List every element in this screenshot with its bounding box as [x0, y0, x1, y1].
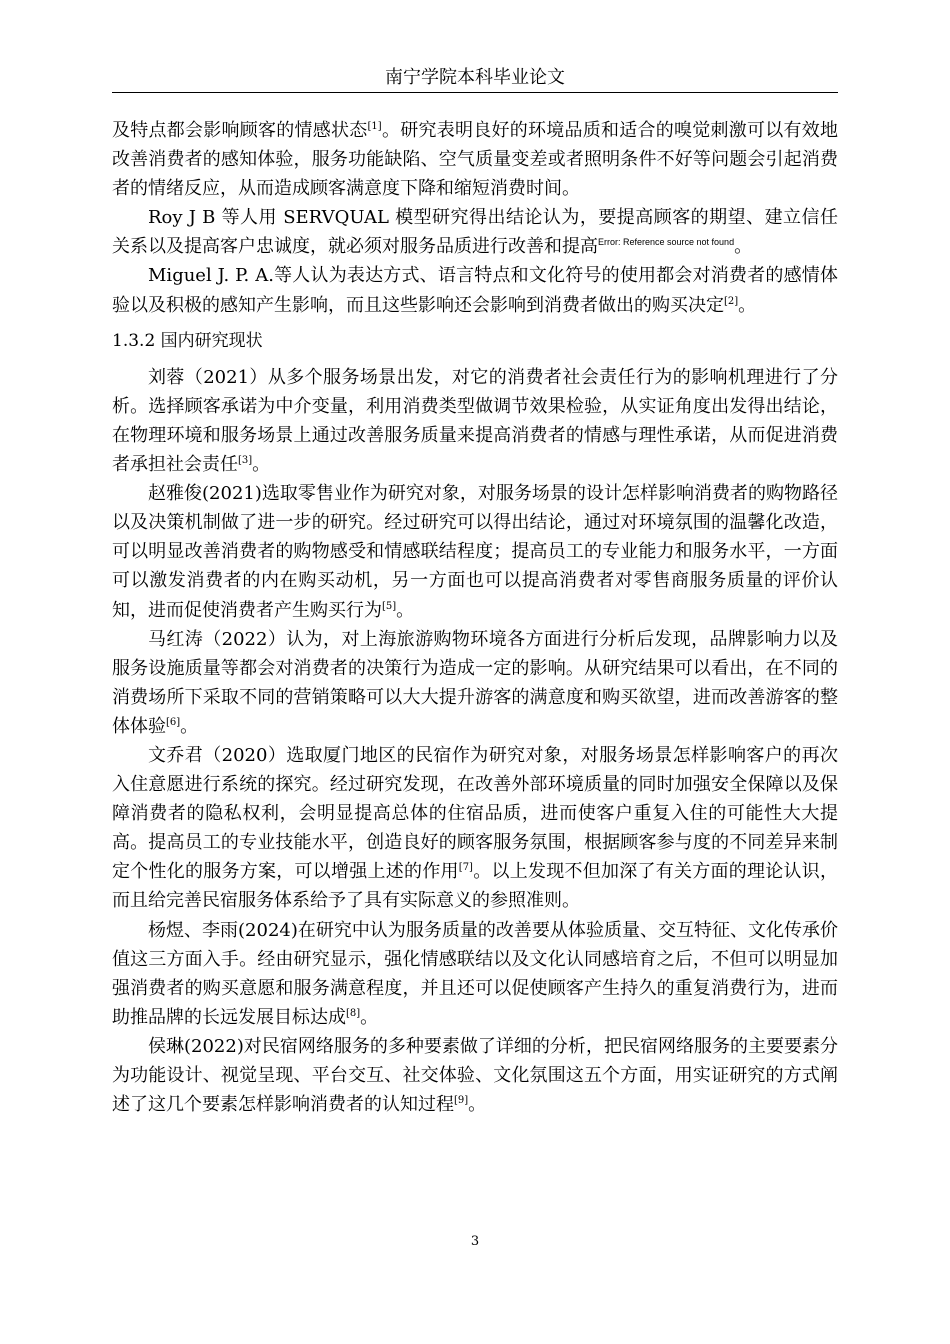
paragraph-text-tail: 。 [252, 454, 271, 476]
page-header: 南宁学院本科毕业论文 [385, 67, 565, 88]
citation: [9] [454, 1095, 469, 1107]
paragraph-text-tail: 。 [360, 1006, 379, 1028]
body-text [112, 116, 838, 1119]
paragraph-text-tail: 。研究表明良好的环境品质和适合的嗅觉刺激可以有效地改善消费者的感知体验，服务功能缺陷、空气质量变差或者照明条件不好等问题会引起消费者的情绪反应，从而造成顾客满意度下降和缩短消费时间。 [112, 120, 839, 200]
paragraph-ma [112, 625, 838, 741]
citation: [5] [382, 600, 397, 612]
paragraph-text-tail: 。 [468, 1094, 487, 1116]
citation: [2] [724, 295, 739, 307]
section-heading: 1.3.2 国内研究现状 [112, 330, 263, 351]
paragraph-continuation [112, 116, 838, 203]
paragraph-text: Roy J B 等人用 SERVQUAL 模型研究得出结论认为，要提高顾客的期望、建立信任关系以及提高客户忠诚度，就必须对服务品质进行改善和提高 [112, 207, 838, 258]
citation: [8] [346, 1007, 361, 1019]
citation: [6] [166, 716, 181, 728]
paragraph-wen [112, 741, 838, 916]
paragraph-text-tail: 。 [180, 715, 199, 737]
paragraph-text: 侯琳(2022)对民宿网络服务的多种要素做了详细的分析，把民宿网络服务的主要要素分为功能设计、视觉呈现、平台交互、社交体验、文化氛围这五个方面，用实证研究的方式阐述了这几个要素怎样影响消费者的认知过程 [112, 1035, 838, 1116]
paragraph-text: 刘蓉（2021）从多个服务场景出发，对它的消费者社会责任行为的影响机理进行了分析。选择顾客承诺为中介变量，利用消费类型做调节效果检验，从实证角度出发得出结论，在物理环境和服务场景上通过改善服务质量来提高消费者的情感与理性承诺，从而促进消费者承担社会责任 [112, 366, 838, 476]
paragraph-text: 杨煜、李雨(2024)在研究中认为服务质量的改善要从体验质量、交互特征、文化传承价值这三方面入手。经由研究显示，强化情感联结以及文化认同感培育之后，不但可以明显加强消费者的购买意愿和服务满意程度，并且还可以促使顾客产生持久的重复消费行为，进而助推品牌的长远发展目标达成 [112, 919, 838, 1028]
citation-error: Error: Reference source not found [598, 237, 735, 248]
paragraph-text: 赵雅俊(2021)选取零售业作为研究对象，对服务场景的设计怎样影响消费者的购物路径以及决策机制做了进一步的研究。经过研究可以得出结论，通过对环境氛围的温馨化改造，可以明显改善消费者的购物感受和情感联结程度；提高员工的专业能力和服务水平，一方面可以激发消费者的内在购买动机，另一方面也可以提高消费者对零售商服务质量的评价认知，进而促使消费者产生购买行为 [112, 483, 838, 621]
paragraph-text-tail: 。以上发现不但加深了有关方面的理论认识，而且给完善民宿服务体系给予了具有实际意义的参照准则。 [112, 861, 839, 912]
header-rule [112, 92, 838, 93]
paragraph-liu [112, 363, 838, 479]
citation: [3] [238, 455, 253, 467]
citation: [7] [458, 862, 473, 874]
paragraph-text-tail: 。 [396, 599, 415, 621]
paragraph-text-tail: 。 [738, 294, 757, 316]
paragraph-text: Miguel J. P. A.等人认为表达方式、语言特点和文化符号的使用都会对消费者的感情体验以及积极的感知产生影响，而且这些影响还会影响到消费者做出的购买决定 [112, 265, 838, 316]
paragraph-text: 马红涛（2022）认为，对上海旅游购物环境各方面进行分析后发现，品牌影响力以及服务设施质量等都会对消费者的决策行为造成一定的影响。从研究结果可以看出，在不同的消费场所下采取不同的营销策略可以大大提升游客的满意度和购买欲望，进而改善游客的整体体验 [112, 628, 838, 737]
citation: [1] [367, 121, 382, 132]
paragraph-text: 文乔君（2020）选取厦门地区的民宿作为研究对象，对服务场景怎样影响客户的再次入住意愿进行系统的探究。经过研究发现，在改善外部环境质量的同时加强安全保障以及保障消费者的隐私权利，会明显提高总体的住宿品质，进而使客户重复入住的可能性大大提高。提高员工的专业技能水平，创造良好的顾客服务氛围，根据顾客参与度的不同差异来制定个性化的服务方案，可以增强上述的作用 [112, 744, 838, 883]
paragraph-zhao [112, 479, 838, 624]
paragraph-text-tail: 。 [734, 236, 753, 258]
paragraph-miguel [112, 261, 838, 319]
paragraph-yang [112, 916, 838, 1032]
paragraph-hou [112, 1032, 838, 1119]
paragraph-text: 及特点都会影响顾客的情感状态 [112, 120, 368, 141]
page-number: 3 [470, 1234, 480, 1249]
paragraph-roy [112, 203, 838, 261]
